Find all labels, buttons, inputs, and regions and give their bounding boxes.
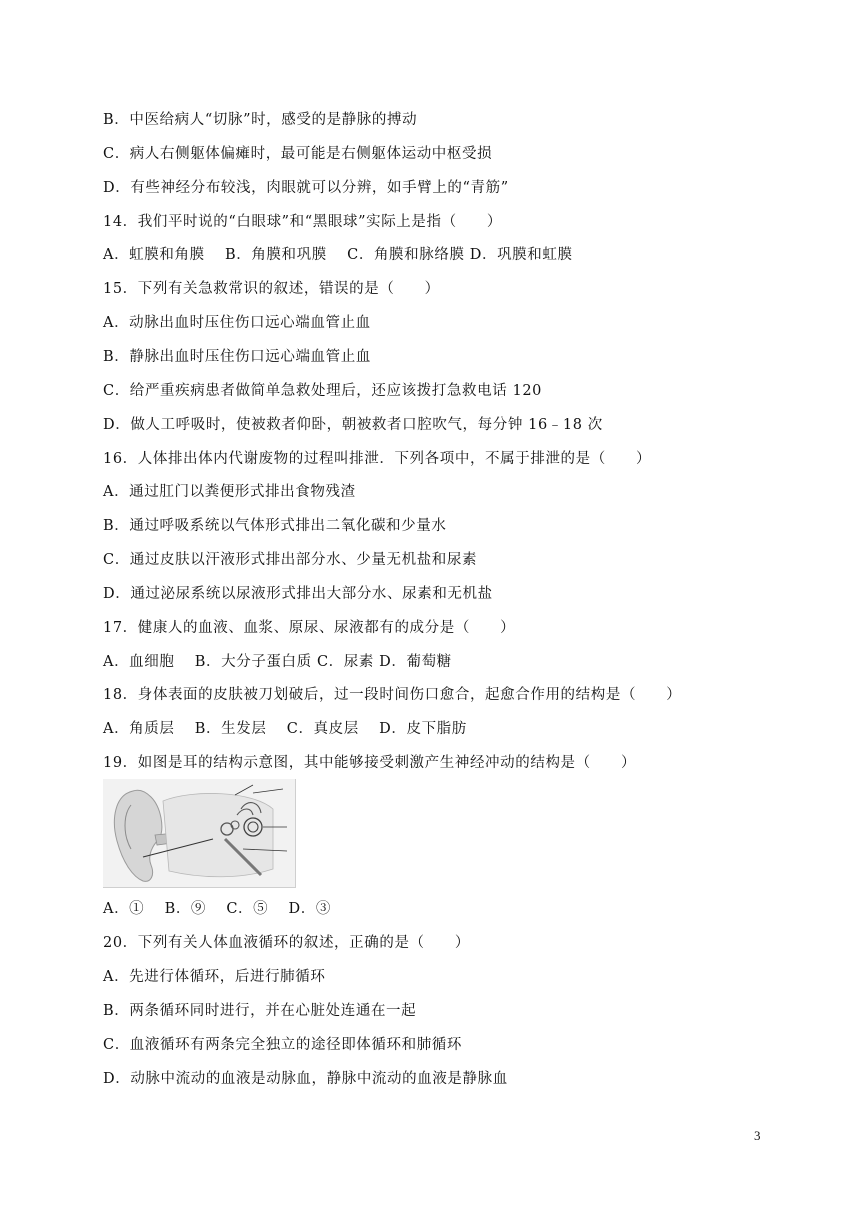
ear-structure-figure [103, 779, 296, 888]
question-15: 15．下列有关急救常识的叙述，错误的是（ ） [103, 281, 440, 297]
text-line: D．做人工呼吸时，使被救者仰卧，朝被救者口腔吹气，每分钟 16﹣18 次 [103, 417, 603, 433]
text-line: C．血液循环有两条完全独立的途径即体循环和肺循环 [103, 1037, 462, 1053]
question-14: 14．我们平时说的“白眼球”和“黑眼球”实际上是指（ ） [103, 214, 502, 230]
ear-diagram-icon [103, 779, 295, 887]
text-line: B．中医给病人“切脉”时，感受的是静脉的搏动 [103, 112, 418, 128]
text-line: A．通过肛门以粪便形式排出食物残渣 [103, 484, 356, 500]
question-19: 19．如图是耳的结构示意图，其中能够接受刺激产生神经冲动的结构是（ ） [103, 755, 637, 771]
question-17: 17．健康人的血液、血浆、原尿、尿液都有的成分是（ ） [103, 620, 516, 636]
text-line: A．动脉出血时压住伤口远心端血管止血 [103, 315, 371, 331]
text-line: A．血细胞 B．大分子蛋白质 C．尿素 D．葡萄糖 [103, 654, 452, 670]
text-line: A．先进行体循环，后进行肺循环 [103, 969, 326, 985]
text-line: D．动脉中流动的血液是动脉血，静脉中流动的血液是静脉血 [103, 1071, 508, 1087]
text-line: B．静脉出血时压住伤口远心端血管止血 [103, 349, 371, 365]
text-line: A．虹膜和角膜 B．角膜和巩膜 C．角膜和脉络膜 D．巩膜和虹膜 [103, 247, 573, 263]
text-line: C．给严重疾病患者做简单急救处理后，还应该拨打急救电话 120 [103, 383, 542, 399]
question-18: 18．身体表面的皮肤被刀划破后，过一段时间伤口愈合，起愈合作用的结构是（ ） [103, 687, 682, 703]
text-line: C．病人右侧躯体偏瘫时，最可能是右侧躯体运动中枢受损 [103, 146, 493, 162]
text-line: D．有些神经分布较浅，肉眼就可以分辨，如手臂上的“青筋” [103, 180, 509, 196]
page-number: 3 [754, 1128, 761, 1143]
text-line: A．角质层 B．生发层 C．真皮层 D．皮下脂肪 [103, 721, 467, 737]
text-line: A．① B．⑨ C．⑤ D．③ [103, 901, 331, 917]
text-line: D．通过泌尿系统以尿液形式排出大部分水、尿素和无机盐 [103, 586, 493, 602]
text-line: B．通过呼吸系统以气体形式排出二氧化碳和少量水 [103, 518, 447, 534]
question-20: 20．下列有关人体血液循环的叙述，正确的是（ ） [103, 935, 470, 951]
question-16: 16．人体排出体内代谢废物的过程叫排泄．下列各项中，不属于排泄的是（ ） [103, 451, 652, 467]
text-line: B．两条循环同时进行，并在心脏处连通在一起 [103, 1003, 417, 1019]
text-line: C．通过皮肤以汗液形式排出部分水、少量无机盐和尿素 [103, 552, 478, 568]
